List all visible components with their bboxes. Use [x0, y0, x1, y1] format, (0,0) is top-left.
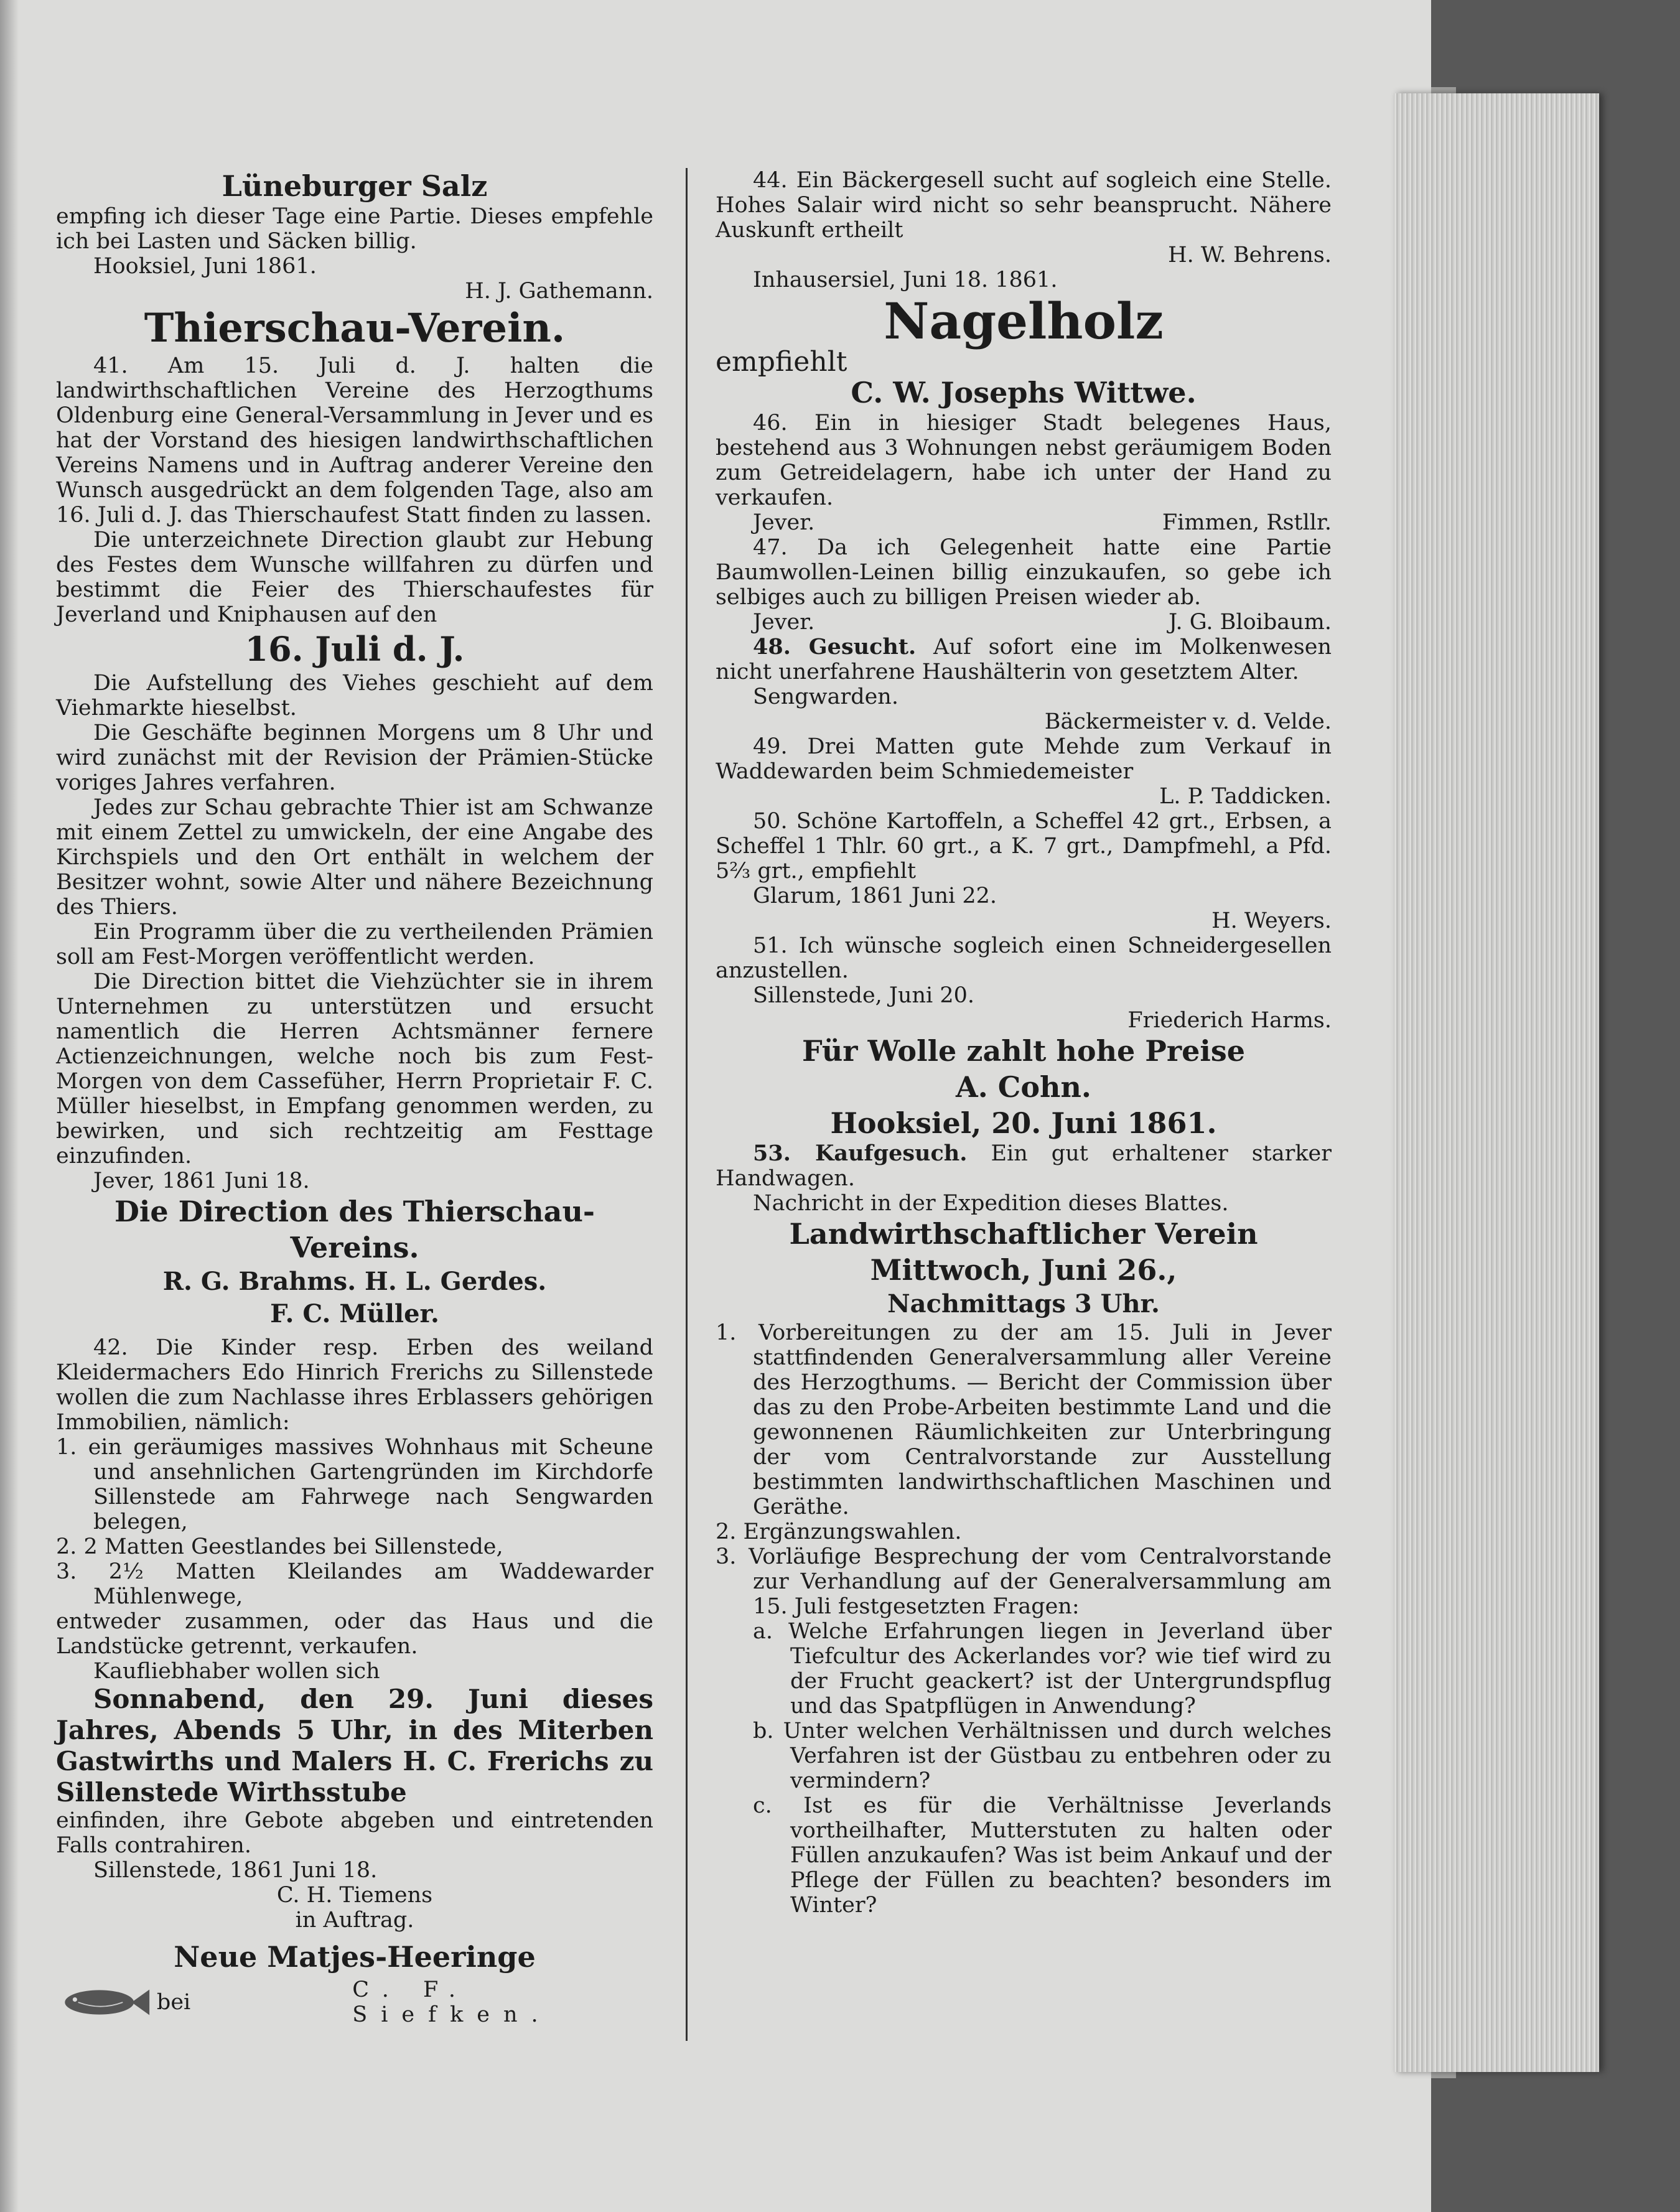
ad-subtitle: empfiehlt [716, 346, 847, 378]
ad-signature: H. Weyers. [1211, 908, 1332, 933]
book-page-edges [1394, 93, 1599, 2072]
ad-lead: 48. Gesucht. [753, 634, 917, 660]
paragraph: entweder zusammen, oder das Haus und die Landstücke getrennt, verkaufen. [56, 1609, 653, 1659]
ad-signature: Fimmen, Rstllr. [1162, 510, 1332, 535]
ad-51 [716, 933, 1332, 1033]
paragraph: Die unterzeichnete Direction glaubt zur Hebung des Festes dem Wunsche willfahren zu dürfen und bestimmt die Feier des Thierschaufestes für Jeverland und Kniphausen auf den [56, 528, 653, 627]
signature-heading: Die Direction des Thierschau-Vereins. [114, 1195, 595, 1264]
ad-title: Thierschau-Verein. [144, 305, 566, 352]
list-item: 3. 2½ Matten Kleilandes am Waddewarder Mühlenwege, [56, 1559, 653, 1609]
paragraph: Nachricht in der Expedition dieses Blattes. [753, 1191, 1229, 1216]
list-subitem: a. Welche Erfahrungen liegen in Jeverland über Tiefcultur des Ackerlandes vor? wie tief wird zu der Frucht geackert? ist der Untergrundspflug und das Spatpflügen in Anwendung? [753, 1619, 1332, 1719]
ad-47 [716, 535, 1332, 635]
ad-place: Sillenstede, 1861 Juni 18. [93, 1858, 378, 1883]
ad-verein [716, 1216, 1332, 1918]
ad-nagelholz [716, 292, 1332, 411]
ad-48 [716, 635, 1332, 734]
ad-signature: C. W. Josephs Wittwe. [851, 376, 1197, 409]
ad-title: Nagelholz [884, 292, 1164, 350]
paragraph: Auf sofort eine im Molkenwesen nicht unerfahrene Haushälterin von gesetztem Alter. [716, 635, 1332, 684]
gutter-shadow [0, 0, 19, 2212]
ad-place: Jever. [753, 610, 815, 635]
ad-heeringe [56, 1939, 653, 2027]
list-subitem: c. Ist es für die Verhältnisse Jeverlands vortheilhafter, Mutterstuten zu halten oder Füllen anzukaufen? Was ist beim Ankauf und der Pflege der Füllen zu beachten? besonders im Winter? [753, 1793, 1332, 1918]
paragraph: 51. Ich wünsche sogleich einen Schneidergesellen anzustellen. [716, 933, 1332, 983]
paragraph: Ein gut erhaltener starker Handwagen. [716, 1141, 1332, 1191]
paragraph: Die Geschäfte beginnen Morgens um 8 Uhr und wird zunächst mit der Revision der Prämien-Stücke voriges Jahres verfahren. [56, 721, 653, 795]
list-item: 1. Vorbereitungen zu der am 15. Juli in Jever stattfindenden Generalversammlung aller Vereine des Herzogthums. — Bericht der Commission über das zu den Probe-Arbeiten bestimmte Land und die gewonnenen Räumlichkeiten zur Unterbringung der vom Centralvorstande zur Ausstellung bestimmten landwirthschaftlichen Maschinen und Geräthe. [716, 1320, 1332, 1519]
ad-signature-row [56, 1977, 653, 2027]
paragraph: 49. Drei Matten gute Mehde zum Verkauf in Waddewarden beim Schmiedemeister [716, 734, 1332, 784]
ad-title: Für Wolle zahlt hohe Preise [801, 1034, 1246, 1068]
paragraph: 50. Schöne Kartoffeln, a Scheffel 42 grt., Erbsen, a Scheffel 1 Thlr. 60 grt., a K. 7 grt., Dampfmehl, a Pfd. 5⅔ grt., empfiehlt [716, 809, 1332, 884]
ad-title: Landwirthschaftlicher Verein [789, 1217, 1258, 1251]
list-subitem: b. Unter welchen Verhältnissen und durch welches Verfahren ist der Güstbau zu entbehren oder zu vermindern? [753, 1719, 1332, 1793]
date-heading: 16. Juli d. J. [245, 629, 465, 669]
left-column [56, 168, 653, 2027]
ad-46 [716, 411, 1332, 535]
ad-prefix: bei [156, 1990, 191, 2015]
ad-salz [56, 168, 653, 304]
ad-53 [716, 1141, 1332, 1216]
fish-icon [56, 1981, 151, 2024]
ad-50 [716, 809, 1332, 933]
ad-signature: Friederich Harms. [1127, 1008, 1332, 1033]
signature-names: R. G. Brahms. H. L. Gerdes. [162, 1267, 547, 1296]
paragraph: Die Direction bittet die Viehzüchter sie in ihrem Unternehmen zu unterstützen und ersucht namentlich die Herren Achtsmänner fernere Actienzeichnungen, welche noch bis zum Fest-Morgen von dem Cassefüher, Herrn Proprietair F. C. Müller hieselbst, in Empfang genommen werden, zu bewirken, und sich rechtzeitig am Festtage einzufinden. [56, 969, 653, 1169]
ad-44 [716, 168, 1332, 292]
ad-title: Lüneburger Salz [222, 169, 488, 203]
meeting-time: Nachmittags 3 Uhr. [887, 1289, 1160, 1318]
ad-signature: H. W. Behrens. [1168, 243, 1332, 268]
meeting-date: Mittwoch, Juni 26., [870, 1253, 1177, 1287]
ad-signature: C. H. Tiemens [276, 1883, 433, 1908]
paragraph: 44. Ein Bäckergesell sucht auf sogleich eine Stelle. Hohes Salair wird nicht so sehr beansprucht. Nähere Auskunft ertheilt [716, 168, 1332, 243]
list-item: 1. ein geräumiges massives Wohnhaus mit Scheune und ansehnlichen Gartengründen im Kirchdorfe Sillenstede am Fahrwege nach Sengwarden belegen, [56, 1435, 653, 1534]
right-column [716, 168, 1332, 1918]
ad-tierschau [56, 304, 653, 1330]
ad-place: Jever, 1861 Juni 18. [93, 1169, 310, 1193]
paragraph: 46. Ein in hiesiger Stadt belegenes Haus, bestehend aus 3 Wohnungen nebst geräumigem Boden zum Getreidelagern, habe ich unter der Hand zu verkaufen. [716, 411, 1332, 510]
ad-place: Jever. [753, 510, 815, 535]
signature-names: F. C. Müller. [270, 1299, 439, 1328]
list-item: 2. 2 Matten Geestlandes bei Sillenstede, [56, 1534, 503, 1559]
paragraph: 42. Die Kinder resp. Erben des weiland Kleidermachers Edo Hinrich Frerichs zu Sillenstede wollen die zum Nachlasse ihres Erblassers gehörigen Immobilien, nämlich: [56, 1335, 653, 1435]
ad-lead: 53. Kaufgesuch. [753, 1141, 968, 1166]
ad-signature: C. F. Siefken. [352, 1977, 552, 2027]
ad-title: Neue Matjes-Heeringe [174, 1940, 536, 1974]
ad-place: Hooksiel, 20. Juni 1861. [830, 1106, 1217, 1140]
ad-signature: Bäckermeister v. d. Velde. [1044, 709, 1332, 734]
paragraph: Ein Programm über die zu vertheilenden Prämien soll am Fest-Morgen veröffentlicht werden. [56, 920, 653, 969]
ad-place: Hooksiel, Juni 1861. [93, 254, 317, 279]
list-item: 2. Ergänzungswahlen. [716, 1519, 962, 1544]
ad-place: Sillenstede, Juni 20. [753, 983, 975, 1008]
ad-place: Sengwarden. [753, 684, 898, 709]
ad-signature: J. G. Bloibaum. [1169, 610, 1332, 635]
paragraph: einfinden, ihre Gebote abgeben und eintretenden Falls contrahiren. [56, 1808, 653, 1858]
ad-signature: H. J. Gathemann. [465, 279, 653, 304]
ad-49 [716, 734, 1332, 809]
ad-signature: L. P. Taddicken. [1159, 784, 1332, 809]
paragraph: Kaufliebhaber wollen sich [93, 1659, 380, 1684]
paragraph: Die Aufstellung des Viehes geschieht auf dem Viehmarkte hieselbst. [56, 671, 653, 721]
paragraph: 41. Am 15. Juli d. J. halten die landwirthschaftlichen Vereine des Herzogthums Oldenburg eine General-Versammlung in Jever und es hat der Vorstand des hiesigen landwirthschaftlichen Vereins Namens und in Auftrag anderer Vereine den Wunsch ausgedrückt an dem folgenden Tage, also am 16. Juli d. J. das Thierschaufest Statt finden zu lassen. [56, 353, 653, 528]
column-divider [686, 168, 688, 2041]
ad-place: Inhausersiel, Juni 18. 1861. [753, 268, 1058, 292]
ad-signature: A. Cohn. [956, 1070, 1091, 1104]
paragraph: 47. Da ich Gelegenheit hatte eine Partie Baumwollen-Leinen billig einzukaufen, so gebe ich selbiges auch zu billigen Preisen wieder ab. [716, 535, 1332, 610]
ad-wolle [716, 1033, 1332, 1141]
paragraph: Jedes zur Schau gebrachte Thier ist am Schwanze mit einem Zettel zu umwickeln, der eine Angabe des Kirchspiels und den Ort enthält in welchem der Besitzer wohnt, sowie Alter und nähere Bezeichnung des Thiers. [56, 795, 653, 920]
ad-signature-note: in Auftrag. [295, 1908, 414, 1933]
paragraph-emphasis: Sonnabend, den 29. Juni dieses Jahres, Abends 5 Uhr, in des Miterben Gastwirths und Malers H. C. Frerichs zu Sillenstede Wirthsstube [56, 1684, 653, 1808]
ad-place: Glarum, 1861 Juni 22. [753, 884, 997, 908]
ad-text: empfing ich dieser Tage eine Partie. Dieses empfehle ich bei Lasten und Säcken billig. [56, 204, 653, 254]
list-item: 3. Vorläufige Besprechung der vom Centralvorstande zur Verhandlung auf der Generalversammlung am 15. Juli festgesetzten Fragen: [716, 1544, 1332, 1619]
ad-42 [56, 1335, 653, 1933]
